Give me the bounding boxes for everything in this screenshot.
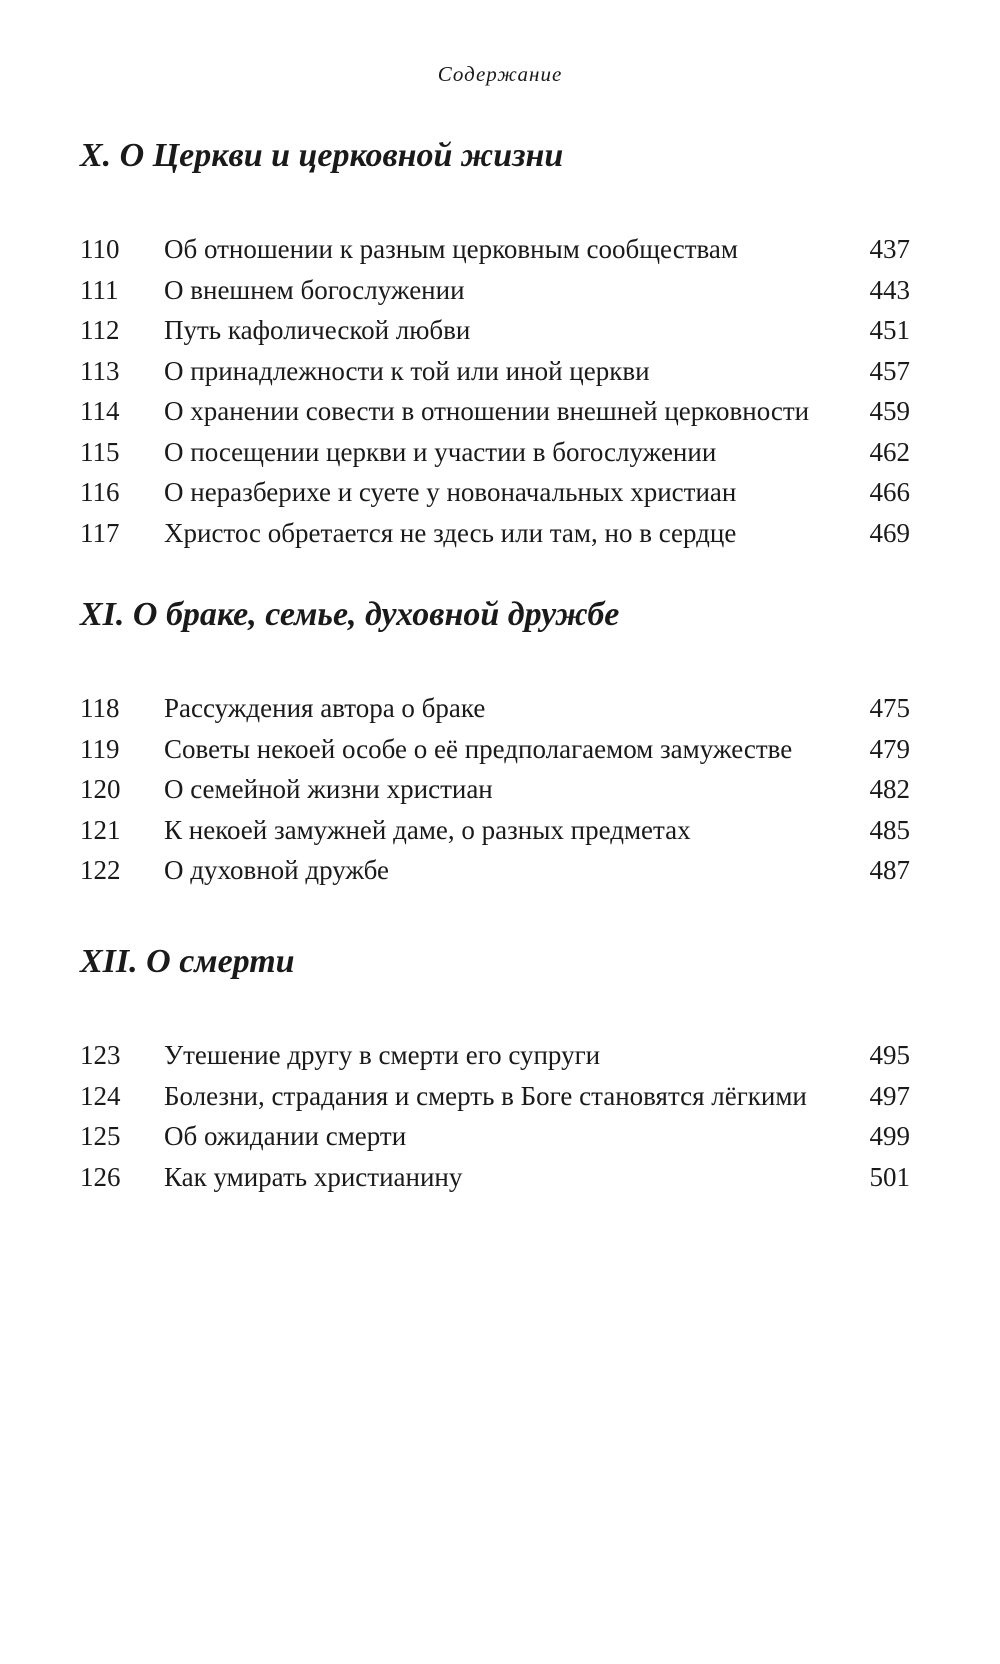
entry-number: 119 [80,733,120,764]
toc-entry[interactable] [80,270,910,311]
entry-number: 121 [80,814,121,845]
entry-title: О посещении церкви и участии в богослужении [164,436,717,467]
toc-entry[interactable] [80,310,910,351]
entry-number: 120 [80,774,121,804]
entry-number: 111 [80,274,119,305]
toc-entry[interactable] [80,391,910,432]
entry-title: О неразберихе и суете у новоначальных христиан [164,477,737,507]
entry-page: 462 [869,436,910,467]
entry-page: 497 [869,1080,910,1111]
entry-page: 482 [869,774,910,804]
entry-page: 485 [869,814,910,845]
entry-number: 112 [80,315,120,345]
entry-number: 113 [80,355,120,386]
entry-page: 459 [869,396,910,426]
toc-entry[interactable] [80,810,910,851]
entry-title: О принадлежности к той или иной церкви [164,355,650,386]
entry-title: О духовной дружбе [164,855,390,885]
entry-title: Путь кафолической любви [164,315,471,345]
entry-page: 499 [869,1121,910,1151]
entry-title: Рассуждения автора о браке [164,693,486,723]
entry-page: 457 [869,355,910,386]
entry-title: О семейной жизни христиан [164,774,493,804]
entry-page: 437 [869,234,910,264]
toc-entries [80,688,910,891]
entry-title: Христос обретается не здесь или там, но в сердце [164,517,737,548]
entry-title: К некоей замужней даме, о разных предметах [164,814,691,845]
toc-section-xii [80,940,910,1197]
entry-title: Об ожидании смерти [164,1121,407,1151]
entry-number: 116 [80,477,120,507]
toc-entry[interactable] [80,432,910,473]
toc-entries [80,229,910,553]
entry-title: Утешение другу в смерти его супруги [164,1040,601,1070]
toc-entry[interactable] [80,769,910,810]
section-title: X. О Церкви и церковной жизни [80,137,564,174]
entry-page: 469 [869,517,910,548]
toc-entry[interactable] [80,850,910,891]
entry-page: 451 [869,315,910,345]
entry-title: Как умирать христианину [164,1161,463,1192]
toc-entry[interactable] [80,1116,910,1157]
toc-section-x [80,134,910,553]
entry-title: Советы некоей особе о её предполагаемом замужестве [164,733,793,764]
toc-entry[interactable] [80,472,910,513]
section-title: XI. О браке, семье, духовной дружбе [80,596,620,633]
entry-number: 124 [80,1080,121,1111]
entry-page: 501 [869,1161,910,1192]
entry-number: 118 [80,693,120,723]
toc-entry[interactable] [80,513,910,554]
entry-page: 443 [869,274,910,305]
entry-number: 114 [80,396,120,426]
running-head: Содержание [437,62,563,86]
entry-number: 123 [80,1040,121,1070]
entry-number: 125 [80,1121,121,1151]
entry-page: 479 [869,733,910,764]
entry-page: 466 [869,477,910,507]
entry-title: Болезни, страдания и смерть в Боге становятся лёгкими [164,1080,807,1111]
entry-page: 495 [869,1040,910,1070]
entry-page: 487 [869,855,910,885]
toc-entry[interactable] [80,688,910,729]
entry-number: 126 [80,1161,121,1192]
toc-entry[interactable] [80,729,910,770]
entry-title: О хранении совести в отношении внешней церковности [164,396,810,426]
entry-number: 117 [80,517,120,548]
entry-number: 110 [80,234,120,264]
toc-entries [80,1035,910,1197]
toc-entry[interactable] [80,1076,910,1117]
toc-entry[interactable] [80,351,910,392]
entry-page: 475 [869,693,910,723]
toc-entry[interactable] [80,229,910,270]
section-title: XII. О смерти [80,943,295,980]
entry-number: 122 [80,855,121,885]
toc-entry[interactable] [80,1035,910,1076]
entry-title: О внешнем богослужении [164,274,465,305]
toc-entry[interactable] [80,1157,910,1198]
entry-number: 115 [80,436,120,467]
entry-title: Об отношении к разным церковным сообществам [164,234,738,264]
toc-section-xi [80,593,910,891]
